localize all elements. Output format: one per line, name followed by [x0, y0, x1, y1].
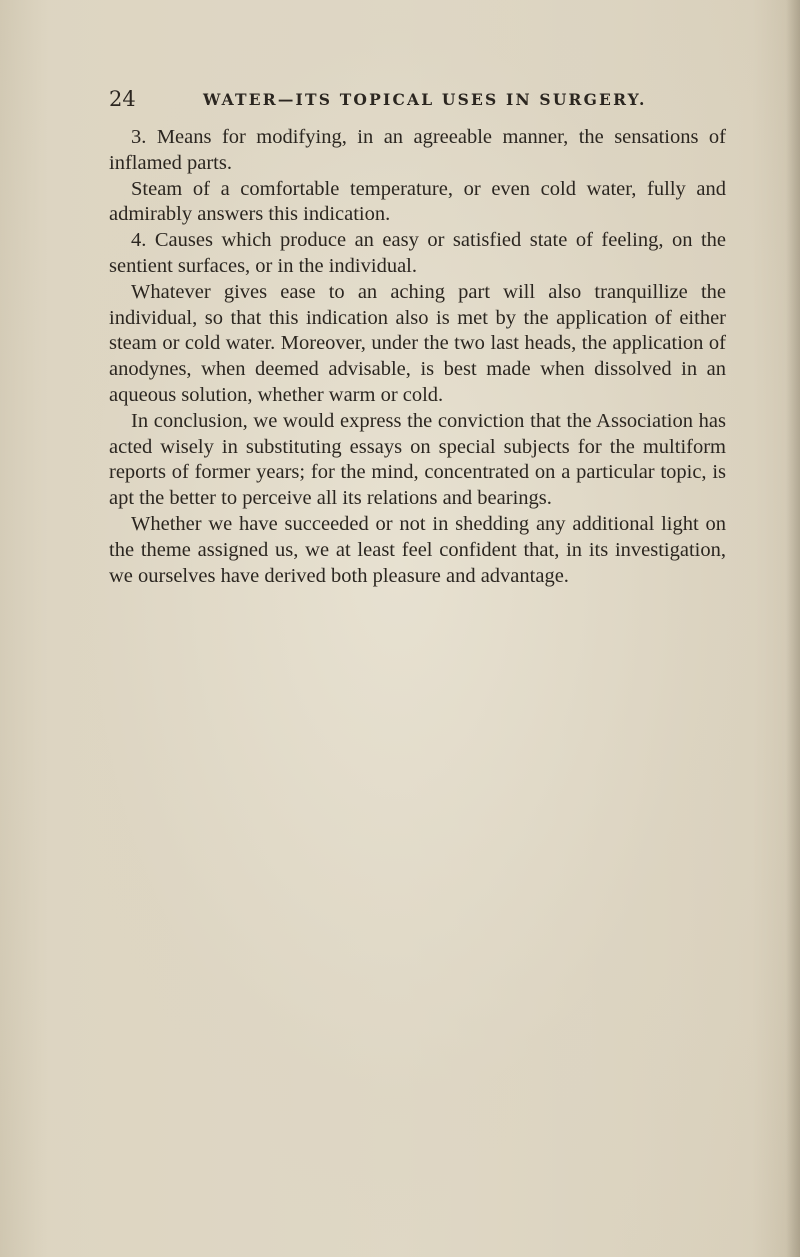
- paragraph-whatever-gives-ease: Whatever gives ease to an aching part will also tranquillize the individual, so that this indication also is met by the application of either steam or cold water. Moreover, under the two last heads, the application of anodynes, when deemed advisable, is best made when dissolved in an aqueous solution, whether warm or cold.: [109, 280, 726, 406]
- page-number: 24: [109, 87, 136, 111]
- paragraph-closing: Whether we have succeeded or not in shedding any additional light on the theme assigned us, we at least feel confident that, in its investigation, we ourselves have derived both pleasure and advantage.: [109, 512, 726, 587]
- paragraph-conclusion: In conclusion, we would express the conviction that the Association has acted wisely in substituting essays on special subjects for the multiform reports of former years; for the mind, concentrated on a particular topic, is apt the better to perceive all its relations and bearings.: [109, 409, 726, 510]
- paragraph-means-modifying: 3. Means for modifying, in an agreeable manner, the sensations of inflamed parts.: [109, 126, 726, 174]
- running-title: WATER—ITS TOPICAL USES IN SURGERY.: [203, 90, 647, 109]
- body-text: [109, 125, 726, 589]
- paragraph-steam-answer: Steam of a comfortable temperature, or even cold water, fully and admirably answers this indication.: [109, 177, 726, 226]
- running-head: [109, 84, 654, 114]
- paragraph-causes-ease: 4. Causes which produce an easy or satisfied state of feeling, on the sentient surfaces, or in the individual.: [109, 229, 726, 277]
